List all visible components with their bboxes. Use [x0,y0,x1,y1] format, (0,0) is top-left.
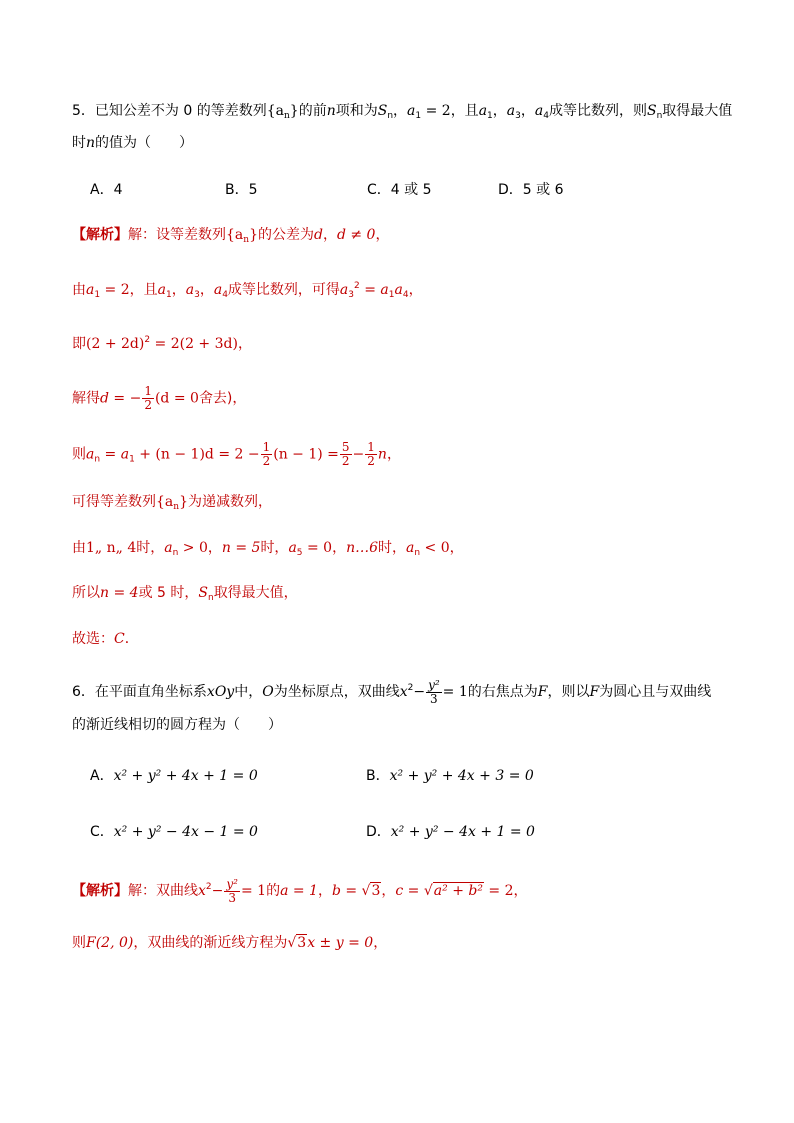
question-5-line-2: 时n的值为（ ） [72,135,194,151]
question-6-line-2: 的渐近线相切的圆方程为（ ） [72,717,282,733]
analysis-tag: 【解析】 [72,883,128,899]
sqrt: a² + b² [433,883,483,899]
sqrt: 3 [297,935,307,951]
analysis-tag: 【解析】 [72,227,128,243]
fraction: $\frac{1}{2}$ [262,440,271,468]
seq-an: $\{a_n\}$ [266,103,299,121]
question-6-line-1: 6．在平面直角坐标系xOy中，O为坐标原点，双曲线$x^2-$ $\frac{\text{y²}}{3}$ = 1的右焦点为F，则以F为圆心且与双曲线 [72,677,712,706]
fraction: $\frac{\text{y²}}{3}$ [428,677,440,706]
sqrt: 3 [371,883,381,899]
solution-5-line-6: 可得等差数列$\{a_n\}$为递减数列， [72,494,272,512]
question-5-line-1: 5．已知公差不为 0 的等差数列$\{a_n\}$的前n项和为$S_n$，$a_1 = 2$，且$a_1$，$a_3$，$a_4$成等比数列，则$S_n$取得最大值 [72,103,733,121]
q6-option-b[interactable]: B．x² + y² + 4x + 3 = 0 [366,768,534,784]
q6-option-d[interactable]: D．x² + y² − 4x + 1 = 0 [366,824,535,840]
q5-option-a[interactable]: A．4 [90,182,123,198]
solution-5-line-3: 即$(2 + 2d)^2 = 2(2 + 3d)$， [72,335,252,352]
solution-6-line-1: 【解析】解：双曲线$x^2-$ $\frac{\text{y²}}{3}$ = 1的a = 1，b = √3，c = √a² + b² = 2， [72,876,528,905]
fraction: $\frac{5}{2}$ [341,440,350,468]
q5-text: 5．已知公差不为 0 的等差数列 [72,103,267,119]
fraction: $\frac{\text{y²}}{3}$ [226,876,238,905]
solution-5-line-8: 所以n = 4或 5 时，$S_n$取得最大值， [72,585,298,603]
q6-option-c[interactable]: C．x² + y² − 4x − 1 = 0 [90,824,258,840]
fraction: $\frac{1}{2}$ [367,440,375,468]
q6-option-a[interactable]: A．x² + y² + 4x + 1 = 0 [90,768,258,784]
fraction: $\frac{1}{2}$ [144,384,152,412]
solution-6-line-2: 则F(2, 0)，双曲线的渐近线方程为√3x ± y = 0， [72,935,388,951]
solution-5-line-4: 解得d = − $\frac{1}{2}$ (d = 0舍去)， [72,384,247,412]
solution-5-line-7: 由1„ n„ 4时，$a_n > 0$，n = 5时，$a_5 = 0$，n…6时，$a_n < 0$， [72,540,464,558]
solution-5-line-1: 【解析】解：设等差数列$\{a_n\}$的公差为d，d ≠ 0， [72,227,390,245]
q5-option-c[interactable]: C．4 或 5 [367,182,432,198]
solution-5-line-5: 则$a_n = a_1 + (n - 1)d = 2$ − $\frac{1}{2}$ (n − 1) = $\frac{5}{2}$ − $\frac{1}{2}$ n， [72,440,401,468]
solution-5-line-9: 故选：C． [72,631,139,647]
q5-option-d[interactable]: D．5 或 6 [498,182,564,198]
q5-option-b[interactable]: B．5 [225,182,258,198]
solution-5-line-2: 由$a_1 = 2$，且$a_1$，$a_3$，$a_4$成等比数列，可得$a_3^2 = a_1a_4$， [72,281,423,300]
